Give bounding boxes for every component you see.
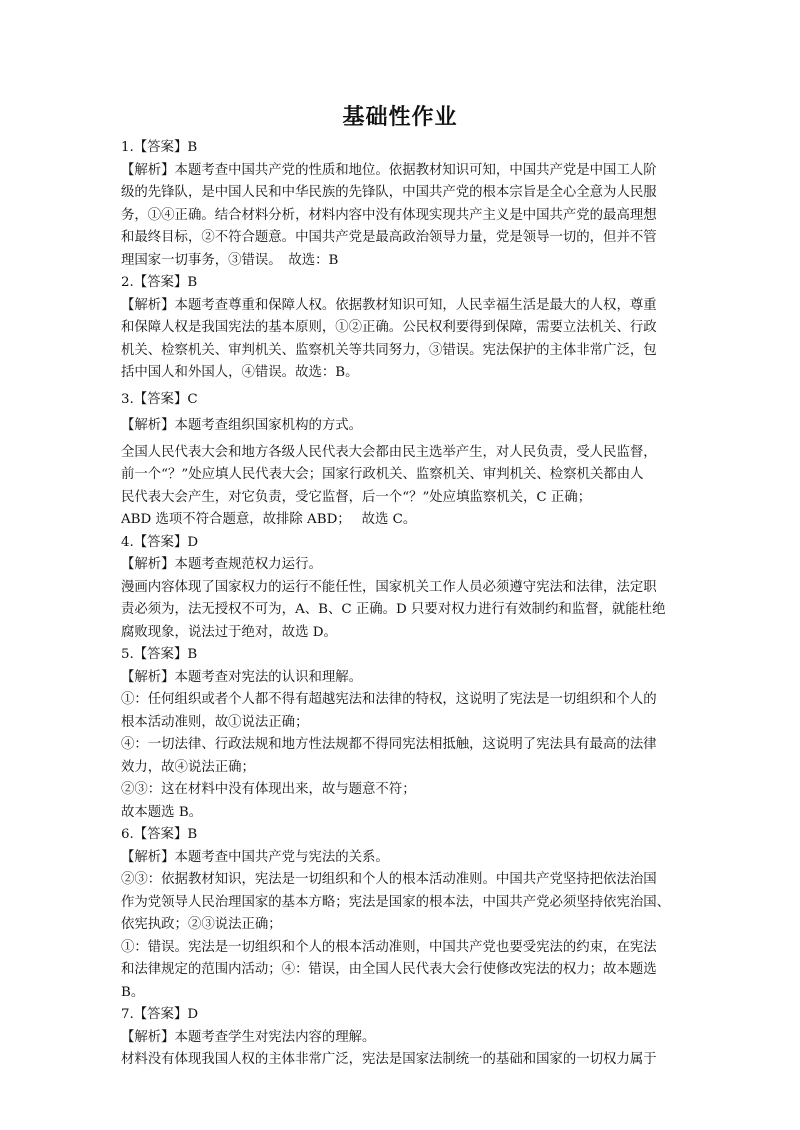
text-line: 1.【答案】B — [121, 140, 198, 155]
text-line: 和保障人权是我国宪法的基本原则，①②正确。公民权利要得到保障，需要立法机关、行政 — [121, 320, 657, 335]
text-line: 漫画内容体现了国家权力的运行不能任性，国家机关工作人员必须遵守宪法和法律，法定职 — [121, 579, 657, 595]
text-line: 效力，故④说法正确； — [121, 759, 255, 775]
text-line: 【解析】本题考查尊重和保障人权。依据教材知识可知，人民幸福生活是最大的人权，尊重 — [121, 297, 657, 313]
answer-content — [121, 137, 687, 1072]
text-line: 和法律规定的范围内活动；④：错误，由全国人民代表大会行使修改宪法的权力；故本题选 — [121, 962, 657, 977]
text-line: ①：任何组织或者个人都不得有超越宪法和法律的特权，这说明了宪法是一切组织和个人的 — [121, 692, 657, 707]
text-line: B。 — [121, 984, 145, 1000]
text-line: ABD 选项不符合题意，故排除 ABD； 故选 C。 — [121, 512, 417, 527]
text-line: 【解析】本题考查对宪法的认识和理解。 — [121, 669, 363, 685]
text-line: 【解析】本题考查学生对宪法内容的理解。 — [121, 1029, 376, 1045]
page-title: 基础性作业 — [342, 105, 458, 130]
text-line: 【解析】本题考查组织国家机构的方式。 — [121, 418, 363, 433]
text-line: 【解析】本题考查中国共产党与宪法的关系。 — [121, 849, 389, 865]
text-line: 责必须为，法无授权不可为，A、B、C 正确。D 只要对权力进行有效制约和监督，就能杜绝 — [121, 602, 666, 617]
text-line: ①：错误。宪法是一切组织和个人的根本活动准则，中国共产党也要受宪法的约束，在宪法 — [121, 939, 657, 955]
text-line: 腐败现象，说法过于绝对，故选 D。 — [121, 624, 337, 640]
text-line: 前一个“？”处应填人民代表大会；国家行政机关、监察机关、审判机关、检察机关都由人 — [121, 467, 644, 482]
text-line: 机关、检察机关、审判机关、监察机关等共同努力，③错误。宪法保护的主体非常广泛，包 — [121, 342, 657, 358]
text-line: 依宪执政；②③说法正确； — [121, 917, 282, 932]
text-line: 民代表大会产生，对它负责，受它监督，后一个“？”处应填监察机关，C 正确； — [121, 489, 592, 505]
text-line: 4.【答案】D — [121, 534, 199, 550]
text-line: 全国人民代表大会和地方各级人民代表大会都由民主选举产生，对人民负责，受人民监督， — [121, 444, 657, 460]
text-line: ②③：依据教材知识，宪法是一切组织和个人的根本活动准则。中国共产党坚持把依法治国 — [121, 872, 657, 887]
text-line: 7.【答案】D — [121, 1007, 199, 1022]
text-line: 材料没有体现我国人权的主体非常广泛，宪法是国家法制统一的基础和国家的一切权力属于 — [121, 1052, 657, 1067]
text-line: 理国家一切事务，③错误。 故选：B — [121, 252, 339, 268]
text-line: 故本题选 B。 — [121, 804, 203, 820]
text-line: 2.【答案】B — [121, 275, 198, 290]
text-line: 根本活动准则，故①说法正确； — [121, 714, 309, 730]
text-line: 3.【答案】C — [121, 391, 198, 407]
text-line: 括中国人和外国人，④错误。故选：B。 — [121, 365, 359, 380]
text-line: 级的先锋队，是中国人民和中华民族的先锋队，中国共产党的根本宗旨是全心全意为人民服 — [121, 185, 657, 200]
text-line: 务，①④正确。结合材料分析，材料内容中没有体现实现共产主义是中国共产党的最高理想 — [121, 207, 657, 223]
text-line: 和最终目标，②不符合题意。中国共产党是最高政治领导力量，党是领导一切的，但并不管 — [121, 230, 657, 245]
text-line: 作为党领导人民治理国家的基本方略；宪法是国家的根本法，中国共产党必须坚持依宪治国、 — [121, 894, 671, 910]
text-line: ②③：这在材料中没有体现出来，故与题意不符； — [121, 782, 416, 797]
text-line: 6.【答案】B — [121, 827, 198, 842]
text-line: 5.【答案】B — [121, 647, 198, 662]
text-line: 【解析】本题考查规范权力运行。 — [121, 557, 322, 572]
text-line: 【解析】本题考查中国共产党的性质和地位。依据教材知识可知，中国共产党是中国工人阶 — [121, 162, 657, 178]
text-line: ④：一切法律、行政法规和地方性法规都不得同宪法相抵触，这说明了宪法具有最高的法律 — [121, 737, 657, 752]
